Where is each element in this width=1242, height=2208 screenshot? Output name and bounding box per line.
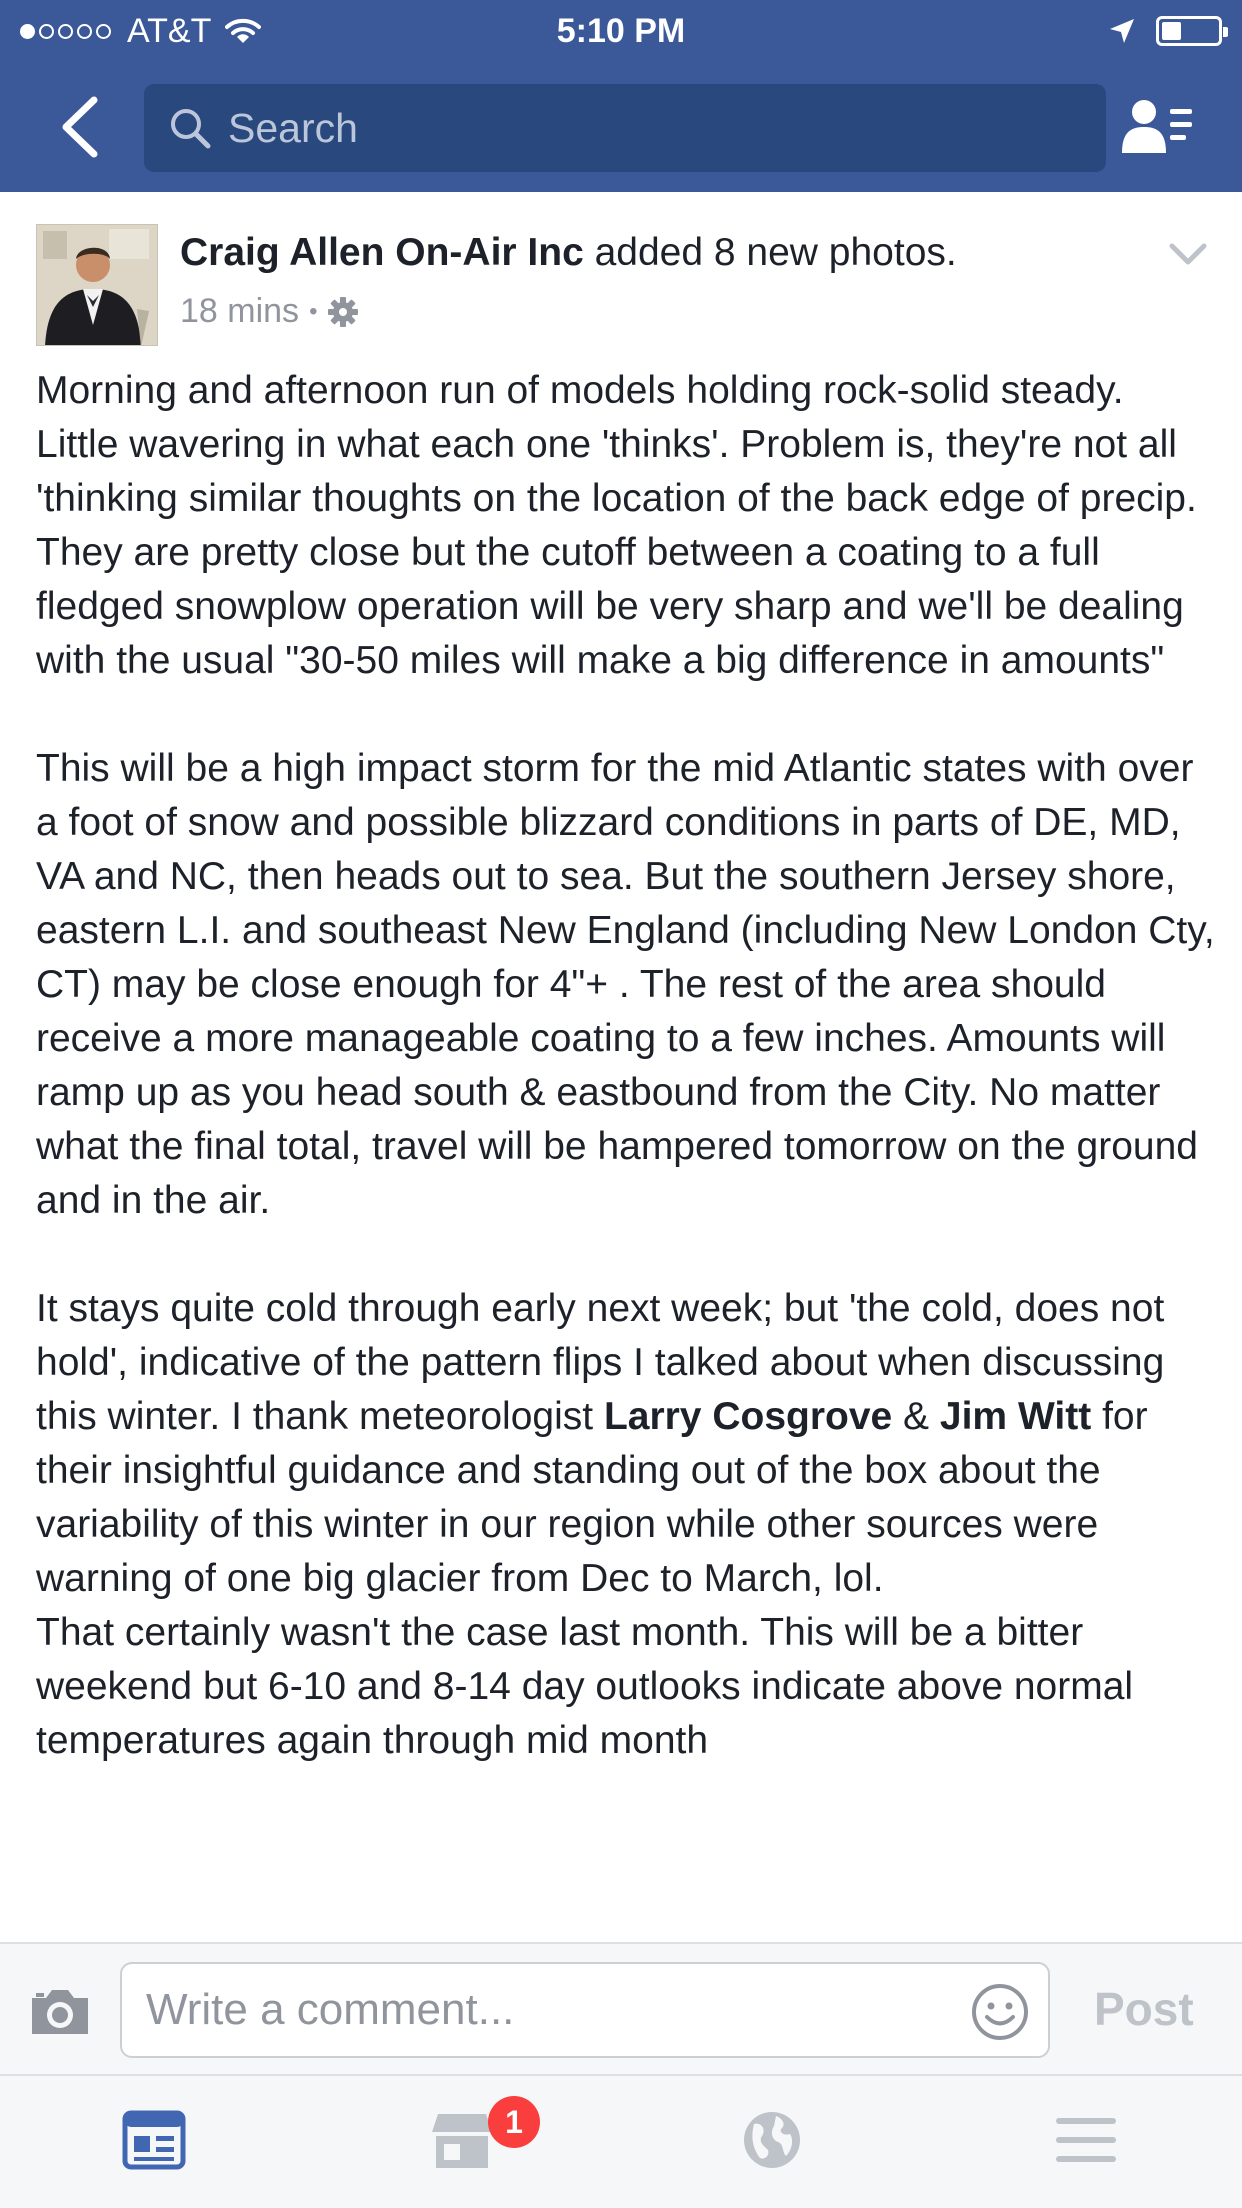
author-avatar[interactable]: [36, 224, 158, 346]
post-comment-button[interactable]: Post: [1094, 1983, 1194, 2035]
gear-icon: [327, 296, 359, 328]
post-paragraph-4: That certainly wasn't the case last month. This will be a bitter weekend but 6-10 and 8-14 day outlooks indicate above normal temperatures again through mid month: [36, 1611, 1134, 1762]
post-headline: [180, 228, 1160, 278]
friend-requests-icon: [1122, 97, 1194, 157]
avatar-image: [37, 225, 158, 346]
marketplace-badge: 1: [488, 2096, 540, 2148]
back-chevron-icon: [60, 96, 100, 158]
status-bar: [0, 0, 1242, 62]
post-paragraph-3: [36, 1282, 1216, 1606]
post-timestamp[interactable]: 18 mins: [180, 292, 300, 330]
meta-separator: •: [309, 297, 318, 325]
battery-icon: [1156, 16, 1222, 46]
camera-icon[interactable]: [28, 1984, 92, 2038]
marketplace-icon[interactable]: [430, 2110, 494, 2170]
news-feed-icon[interactable]: [122, 2110, 186, 2170]
post-body: [36, 364, 1216, 1768]
tab-bar: [0, 2076, 1242, 2208]
back-button[interactable]: [50, 94, 110, 160]
top-bar: [0, 0, 1242, 192]
post-paragraph-1: Morning and afternoon run of models holding rock-solid steady. Little wavering in what each one 'thinks'. Problem is, they're not all 'thinking similar thoughts on the location of the back edge of precip. They are pretty close but the cutoff between a coating to a full fledged snowplow operation will be very sharp and we'll be dealing with the usual "30-50 miles will make a big difference in amounts": [36, 369, 1197, 682]
location-arrow-icon: [1108, 17, 1136, 45]
status-right: [1108, 14, 1222, 48]
search-placeholder: Search: [228, 104, 358, 151]
search-input[interactable]: [144, 84, 1106, 172]
tagged-person-1[interactable]: Larry Cosgrove: [603, 1395, 893, 1438]
p3-text-a: It stays quite cold through early next week; but 'the cold, does not hold', indicative of the pattern flips I talked about when discussing this winter. I thank meteorologist: [36, 1287, 1165, 1438]
comment-input[interactable]: [120, 1962, 1050, 2058]
comment-bar: [0, 1942, 1242, 2076]
p3-text-b: &: [892, 1395, 940, 1438]
menu-icon[interactable]: [1054, 2110, 1118, 2170]
post-meta: [180, 292, 1160, 331]
chevron-down-icon[interactable]: [1166, 238, 1210, 272]
carrier-name: AT&T: [127, 11, 212, 50]
post-paragraph-2: This will be a high impact storm for the mid Atlantic states with over a foot of snow and possible blizzard conditions in parts of DE, MD, VA and NC, then heads out to sea. But the southern Jersey shore, eastern L.I. and southeast New England (including New London Cty, CT) may be close enough for 4"+ . The rest of the area should receive a more manageable coating to a few inches. Amounts will ramp up as you head south & eastbound from the City. No matter what the final total, travel will be hampered tomorrow on the ground and in the air.: [36, 747, 1215, 1222]
p3-text-c: for their insightful guidance and standing out of the box about the variability of this winter in our region while other sources were warning of one big glacier from Dec to March, lol.: [36, 1395, 1148, 1600]
friend-requests-button[interactable]: [1118, 94, 1198, 160]
post-header: [180, 228, 1160, 331]
globe-icon[interactable]: [740, 2110, 804, 2170]
feed-post: [0, 192, 1242, 1942]
status-time: 5:10 PM: [556, 12, 686, 50]
author-name[interactable]: Craig Allen On-Air Inc: [180, 231, 584, 274]
smiley-icon[interactable]: [970, 1982, 1030, 2042]
post-action: added 8 new photos.: [583, 231, 957, 274]
nav-row: [0, 82, 1242, 172]
search-icon: [168, 106, 212, 150]
tagged-person-2[interactable]: Jim Witt: [939, 1395, 1092, 1438]
comment-placeholder: Write a comment...: [146, 1985, 515, 2034]
